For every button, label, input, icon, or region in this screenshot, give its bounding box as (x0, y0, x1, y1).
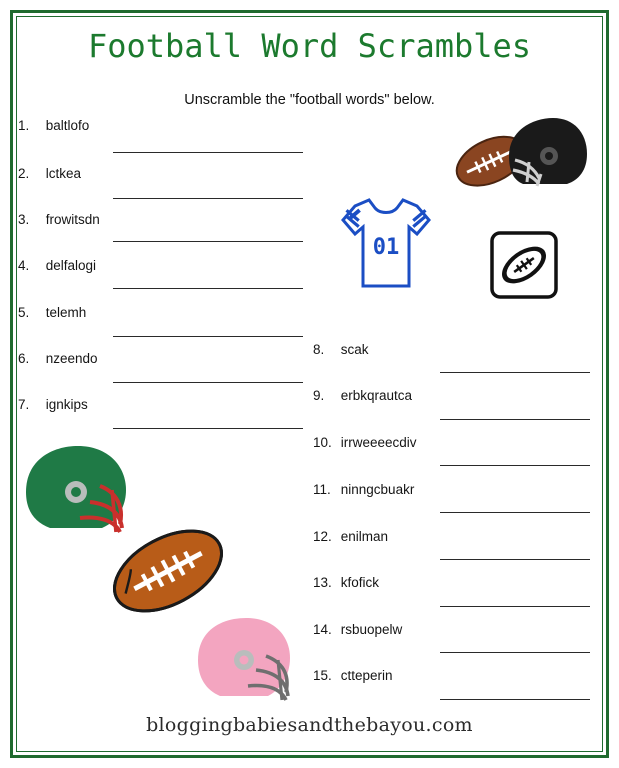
scrambled-word: enilman (340, 529, 389, 544)
scrambled-word: kfofick (340, 575, 380, 590)
item-number: 14. (313, 622, 332, 637)
scrambled-word: scak (340, 342, 369, 357)
instructions-text: Unscramble the "football words" below. (184, 92, 435, 108)
scrambled-word: baltlofo (45, 118, 90, 133)
scramble-item-10 (313, 435, 417, 450)
page-title: Football Word Scrambles (87, 27, 532, 65)
scramble-item-8 (313, 342, 369, 357)
scrambled-word: rsbuopelw (340, 622, 403, 637)
item-number: 10. (313, 435, 332, 450)
scramble-item-2 (18, 166, 81, 181)
item-number: 3. (18, 212, 30, 227)
scramble-item-4 (18, 258, 96, 273)
scrambled-word: ctteperin (340, 668, 393, 683)
scrambled-word: lctkea (45, 166, 82, 181)
answer-line-8[interactable] (440, 372, 590, 373)
answer-line-3[interactable] (113, 241, 303, 242)
scrambled-word: telemh (45, 305, 87, 320)
item-number: 4. (18, 258, 30, 273)
scramble-item-7 (18, 397, 88, 412)
scrambled-word: ninngcbuakr (340, 482, 415, 497)
scramble-item-13 (313, 575, 379, 590)
scrambled-word: frowitsdn (45, 212, 100, 227)
item-number: 13. (313, 575, 332, 590)
answer-line-6[interactable] (113, 382, 303, 383)
scramble-item-12 (313, 529, 388, 544)
answer-line-5[interactable] (113, 336, 303, 337)
item-number: 9. (313, 388, 325, 403)
item-number: 6. (18, 351, 30, 366)
answer-line-7[interactable] (113, 428, 303, 429)
black-helmet-and-football (441, 116, 587, 196)
answer-line-11[interactable] (440, 512, 590, 513)
scrambled-word: ignkips (45, 397, 88, 412)
scrambled-word: delfalogi (45, 258, 97, 273)
item-number: 8. (313, 342, 325, 357)
item-number: 5. (18, 305, 30, 320)
item-number: 11. (313, 482, 331, 497)
answer-line-14[interactable] (440, 652, 590, 653)
scrambled-word: erbkqrautca (340, 388, 413, 403)
scrambled-word: nzeendo (45, 351, 98, 366)
brown-football (100, 516, 236, 626)
answer-line-4[interactable] (113, 288, 303, 289)
scramble-item-1 (18, 118, 89, 133)
item-number: 12. (313, 529, 332, 544)
scramble-item-9 (313, 388, 412, 403)
answer-line-12[interactable] (440, 559, 590, 560)
site-footer: bloggingbabiesandthebayou.com (146, 714, 473, 736)
blue-white-jersey (339, 194, 433, 294)
item-number: 2. (18, 166, 30, 181)
answer-line-1[interactable] (113, 152, 303, 153)
football-icon-square (490, 231, 558, 299)
item-number: 1. (18, 118, 30, 133)
item-number: 15. (313, 668, 332, 683)
scramble-item-5 (18, 305, 86, 320)
scramble-item-15 (313, 668, 393, 683)
answer-line-15[interactable] (440, 699, 590, 700)
answer-line-10[interactable] (440, 465, 590, 466)
answer-line-9[interactable] (440, 419, 590, 420)
scramble-item-11 (313, 482, 414, 497)
answer-line-2[interactable] (113, 198, 303, 199)
scramble-item-14 (313, 622, 402, 637)
jersey-number: 01 (372, 235, 400, 260)
item-number: 7. (18, 397, 30, 412)
scramble-item-6 (18, 351, 98, 366)
pink-helmet (192, 612, 307, 707)
scramble-item-3 (18, 212, 100, 227)
scrambled-word: irrweeeecdiv (340, 435, 417, 450)
answer-line-13[interactable] (440, 606, 590, 607)
